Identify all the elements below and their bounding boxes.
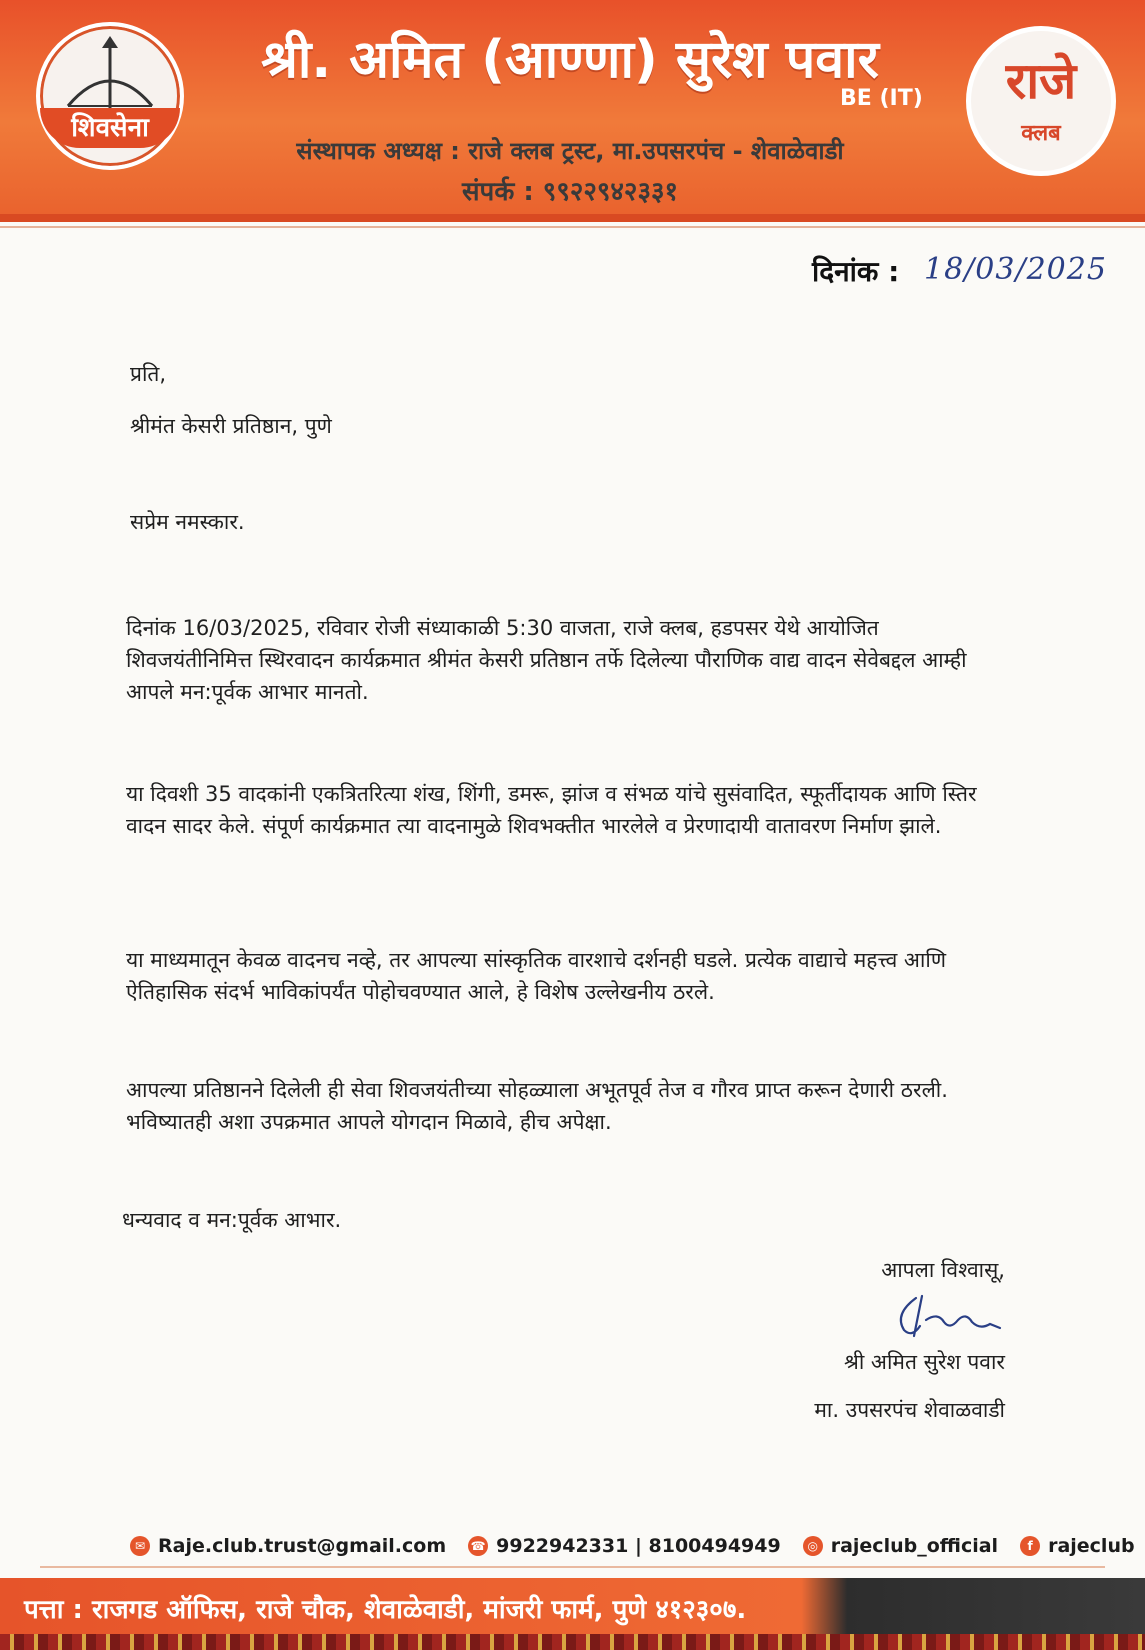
closing-line: धन्यवाद व मन:पूर्वक आभार. <box>122 1208 342 1232</box>
signatory-name: श्री अमित सुरेश पवार <box>843 1350 1005 1374</box>
handwritten-signature <box>886 1286 1006 1346</box>
footer-phone[interactable] <box>468 1535 781 1557</box>
paragraph-3: या माध्यमातून केवळ वादनच नव्हे, तर आपल्या सांस्कृतिक वारशाचे दर्शनही घडले. प्रत्येक वाद्याचे महत्त्व आणि ऐतिहासिक संदर्भ भाविकांपर्यंत पोहोचवण्यात आले, हे विशेष उल्लेखनीय ठरले. <box>126 948 947 1004</box>
footer-address: पत्ता : राजगड ऑफिस, राजे चौक, शेवाळेवाडी, मांजरी फार्म, पुणे ४१२३०७. <box>24 1595 747 1625</box>
phone-text: 9922942331 | 8100494949 <box>496 1535 781 1557</box>
paragraph-1: दिनांक 16/03/2025, रविवार रोजी संध्याकाळी 5:30 वाजता, राजे क्लब, हडपसर येथे आयोजित शिवजयंतीनिमित्त स्थिरवादन कार्यक्रमात श्रीमंत केसरी प्रतिष्ठान तर्फे दिलेल्या पौराणिक वाद्य वादन सेवेबद्दल आम्ही आपले मन:पूर्वक आभार मानतो. <box>126 616 967 704</box>
facebook-text: rajeclub <box>1048 1535 1135 1557</box>
email-text: Raje.club.trust@gmail.com <box>158 1535 447 1557</box>
paragraph-2: या दिवशी 35 वादकांनी एकत्रितरित्या शंख, शिंगी, डमरू, झांज व संभळ यांचे सुसंवादित, स्फूर्तीदायक आणि स्तिर वादन सादर केले. संपूर्ण कार्यक्रमात त्या वादनामुळे शिवभक्तीत भारलेले व प्रेरणादायी वातावरण निर्माण झाले. <box>126 782 977 838</box>
footer-instagram[interactable] <box>803 1535 998 1557</box>
letterhead-name: श्री. अमित (आण्णा) सुरेश पवार <box>261 30 879 90</box>
date-label: दिनांक : <box>812 255 900 288</box>
email-icon: ✉ <box>130 1536 150 1556</box>
instagram-text: rajeclub_official <box>830 1535 999 1557</box>
footer-contacts <box>130 1528 1135 1564</box>
letterhead-contact: संपर्क : ९९२२९४२३३१ <box>461 177 678 207</box>
raje-logo-main: राजे <box>1005 52 1077 110</box>
greeting: सप्रेम नमस्कार. <box>130 510 245 534</box>
to-label: प्रति, <box>130 362 167 386</box>
emblem-label: शिवसेना <box>40 108 180 148</box>
shivsena-emblem <box>36 22 184 170</box>
raje-logo-sub: क्लब <box>1021 121 1061 146</box>
date-value: 18/03/2025 <box>924 252 1107 287</box>
recipient: श्रीमंत केसरी प्रतिष्ठान, पुणे <box>130 414 332 438</box>
raje-club-logo <box>966 26 1116 176</box>
header-divider <box>0 226 1145 228</box>
footer-divider <box>40 1566 1105 1568</box>
letterhead-degree: BE (IT) <box>840 86 923 111</box>
header-band <box>0 214 1145 222</box>
signatory-designation: मा. उपसरपंच शेवाळवाडी <box>814 1398 1005 1422</box>
sign-off: आपला विश्वासू, <box>881 1258 1005 1282</box>
paragraph-4: आपल्या प्रतिष्ठानने दिलेली ही सेवा शिवजयंतीच्या सोहळ्याला अभूतपूर्व तेज व गौरव प्राप्त करून देणारी ठरली. भविष्यातही अशा उपक्रमात आपले योगदान मिळावे, हीच अपेक्षा. <box>126 1078 948 1134</box>
phone-icon: ☎ <box>468 1536 488 1556</box>
facebook-icon: f <box>1020 1536 1040 1556</box>
footer-border-pattern <box>0 1634 1145 1650</box>
letterhead-role: संस्थापक अध्यक्ष : राजे क्लब ट्रस्ट, मा.उपसरपंच - शेवाळेवाडी <box>296 137 844 165</box>
footer-email[interactable] <box>130 1535 446 1557</box>
instagram-icon: ◎ <box>803 1536 823 1556</box>
footer-facebook[interactable] <box>1020 1535 1135 1557</box>
